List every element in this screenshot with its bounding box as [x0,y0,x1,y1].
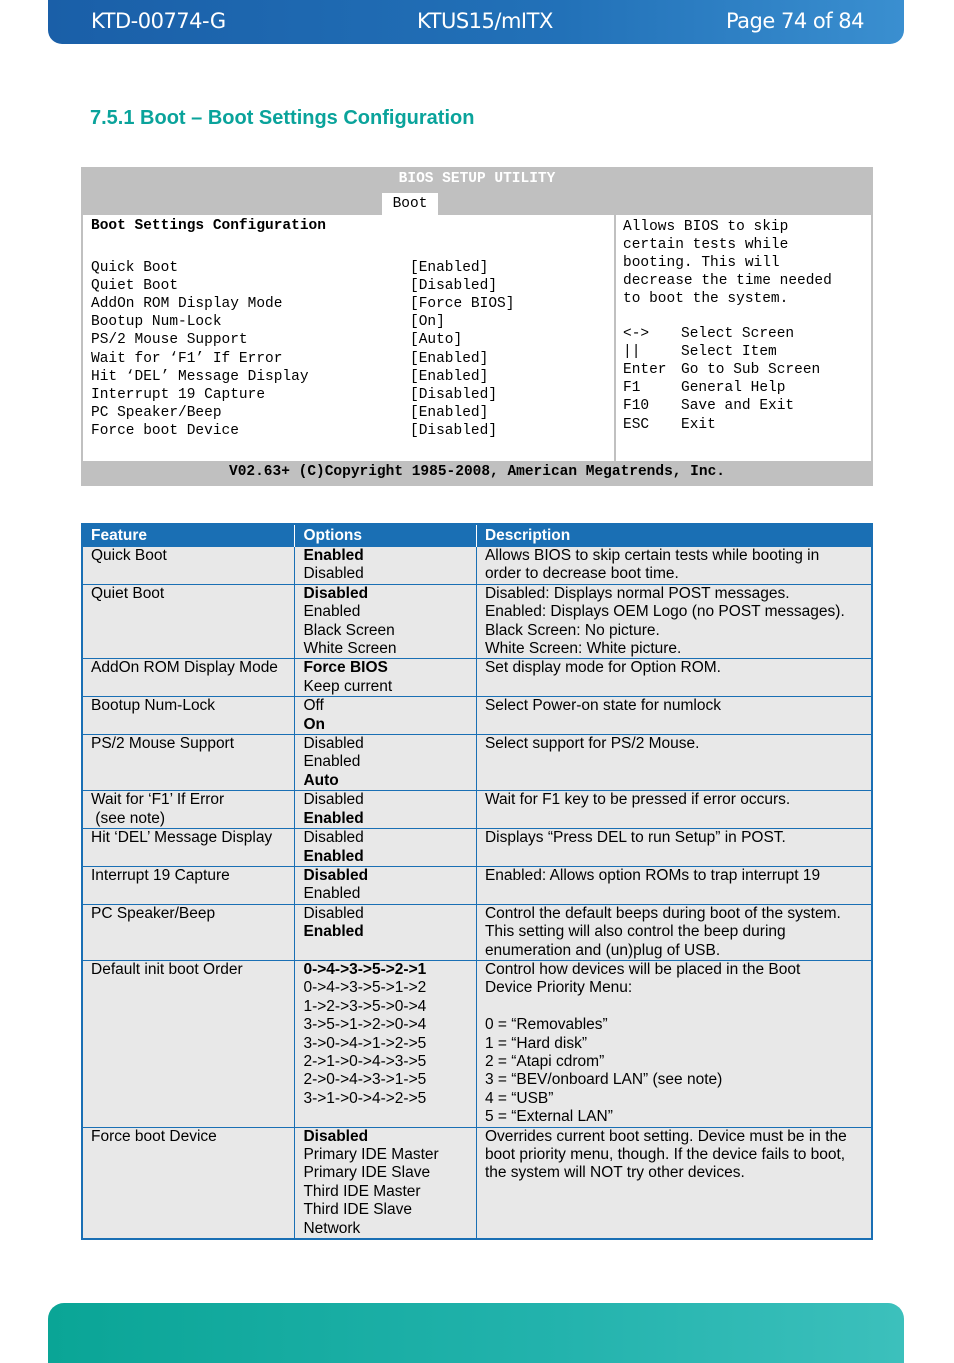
feature-cell [82,866,295,904]
bios-key: || [623,344,641,361]
bios-setting-label: Wait for ‘F1’ If Error [91,350,283,367]
description-line: Displays “Press DEL to run Setup” in POST. [484,829,786,847]
option: Disabled [303,791,364,809]
bios-key: F1 [623,380,641,397]
table-row [82,1127,872,1239]
bios-setting-row[interactable] [91,296,611,314]
bios-key-description: Save and Exit [681,398,795,415]
feature-name: Bootup Num-Lock [91,697,216,715]
feature-name: (see note) [91,809,166,827]
description-cell [476,1127,872,1239]
bios-setting-row[interactable] [91,278,611,296]
bios-setting-value[interactable]: [Enabled] [410,404,489,421]
bios-setting-value[interactable]: [Disabled] [410,386,498,403]
description-line: 2 = “Atapi cdrom” [484,1052,605,1070]
option: Keep current [303,677,393,695]
options-cell [295,547,476,585]
bios-setting-label: Interrupt 19 Capture [91,386,266,403]
bios-help-text: Allows BIOS to skip certain tests while booting. This will decrease the time needed to boot the system. [623,219,832,308]
bios-screenshot [81,167,873,486]
bios-panel-heading: Boot Settings Configuration [91,218,326,234]
feature-cell [82,659,295,697]
bios-tab-boot[interactable]: Boot [382,193,438,215]
description-line: Wait for F1 key to be pressed if error occurs. [484,791,791,809]
bios-setting-row[interactable] [91,423,611,441]
option: Primary IDE Slave [303,1164,431,1182]
header-feature: Feature [82,524,295,547]
default-option: Disabled [303,584,369,602]
bios-setting-value[interactable]: [Force BIOS] [410,296,515,313]
bios-setting-row[interactable] [91,332,611,350]
bios-setting-value[interactable]: [On] [410,314,445,331]
description-line: Disabled: Displays normal POST messages. [484,584,790,602]
option: 2->1->0->4->3->5 [303,1052,427,1070]
feature-cell [82,960,295,1127]
options-cell [295,829,476,867]
option: Disabled [303,829,364,847]
bios-setting-label: Bootup Num-Lock [91,314,222,331]
options-cell [295,697,476,735]
section-title: 7.5.1 Boot – Boot Settings Configuration [90,107,475,129]
options-cell [295,659,476,697]
option: Enabled [303,885,361,903]
bios-help-panel [616,215,871,461]
option: Network [303,1219,361,1237]
feature-cell [82,735,295,791]
table-row [82,735,872,791]
option: Primary IDE Master [303,1145,439,1163]
option: Off [303,697,324,715]
bios-setting-value[interactable]: [Enabled] [410,368,489,385]
feature-cell [82,829,295,867]
description-cell [476,960,872,1127]
feature-name: PS/2 Mouse Support [91,735,235,753]
feature-name: AddOn ROM Display Mode [91,659,278,677]
bios-key-description: Select Item [681,344,777,361]
option: Disabled [303,904,364,922]
table-row [82,547,872,585]
feature-name: Interrupt 19 Capture [91,866,230,884]
description-line: boot priority menu, though. If the device fails to boot, [484,1145,846,1163]
description-line: Select Power-on state for numlock [484,697,721,715]
bios-key-description: General Help [681,380,786,397]
description-line: Enabled: Displays OEM Logo (no POST messages). [484,603,845,621]
option: 0->4->3->5->1->2 [303,979,427,997]
bios-setting-value[interactable]: [Disabled] [410,278,498,295]
option: 3->0->4->1->2->5 [303,1034,427,1052]
table-header-row [82,524,872,547]
feature-table [81,523,873,1240]
bios-setting-value[interactable]: [Auto] [410,332,463,349]
description-line: Black Screen: No picture. [484,621,660,639]
bios-setting-label: Quiet Boot [91,278,179,295]
table-row [82,904,872,960]
description-cell [476,584,872,659]
feature-cell [82,697,295,735]
options-cell [295,1127,476,1239]
description-line: Control the default beeps during boot of the system. [484,904,841,922]
feature-name: Quick Boot [91,547,167,564]
feature-cell [82,1127,295,1239]
table-row [82,866,872,904]
description-cell [476,735,872,791]
feature-name: PC Speaker/Beep [91,904,216,922]
bios-setting-row[interactable] [91,314,611,332]
feature-cell [82,584,295,659]
product-name: KTUS15/mITX [417,9,553,33]
description-cell [476,697,872,735]
option: Black Screen [303,621,395,639]
options-cell [295,960,476,1127]
feature-name: Hit ‘DEL’ Message Display [91,829,273,847]
table-row [82,791,872,829]
option: Third IDE Master [303,1182,421,1200]
option: Third IDE Slave [303,1201,412,1219]
option: Enabled [303,753,361,771]
default-option: Auto [303,771,339,789]
default-option: Enabled [303,923,364,941]
description-cell [476,791,872,829]
description-line: This setting will also control the beep during [484,923,786,941]
bios-setting-label: Force boot Device [91,422,239,439]
options-cell [295,904,476,960]
bios-key-legend [623,344,868,362]
bios-key: Enter [623,362,667,379]
bios-key-legend [623,417,868,435]
page-header [48,0,904,44]
bios-setting-value[interactable]: [Enabled] [410,350,489,367]
feature-cell [82,791,295,829]
description-line: 3 = “BEV/onboard LAN” (see note) [484,1071,723,1089]
bios-setting-row[interactable] [91,260,611,278]
description-cell [476,659,872,697]
bios-key-legend [623,398,868,416]
description-line: 0 = “Removables” [484,1016,608,1034]
description-line: Control how devices will be placed in the Boot [484,960,801,978]
bios-setting-row[interactable] [91,351,611,369]
option: Disabled [303,735,364,753]
header-description: Description [476,524,872,547]
default-option: 0->4->3->5->2->1 [303,960,427,978]
description-line: 5 = “External LAN” [484,1108,613,1126]
description-line: Select support for PS/2 Mouse. [484,735,700,753]
bios-key-legend [623,326,868,344]
description-line: Device Priority Menu: [484,979,633,997]
default-option: Enabled [303,847,364,865]
feature-name: Default init boot Order [91,960,243,978]
description-line: the system will NOT try other devices. [484,1164,745,1182]
default-option: Disabled [303,1127,369,1145]
bios-setting-value[interactable]: [Enabled] [410,260,489,276]
bios-setting-label: PS/2 Mouse Support [91,332,248,349]
bios-title: BIOS SETUP UTILITY [398,171,556,187]
description-line: Enabled: Allows option ROMs to trap interrupt 19 [484,866,821,884]
bios-setting-value[interactable]: [Disabled] [410,422,498,439]
option: White Screen [303,640,397,658]
options-cell [295,584,476,659]
table-row [82,697,872,735]
bios-setting-label: AddOn ROM Display Mode [91,296,283,313]
bios-setting-label: Quick Boot [91,260,179,276]
bios-key-legend [623,380,868,398]
table-row [82,829,872,867]
bios-key: F10 [623,398,650,415]
description-cell [476,829,872,867]
option: 3->1->0->4->2->5 [303,1089,427,1107]
bios-key: <-> [623,326,650,342]
bios-key-description: Exit [681,416,716,433]
page-number: Page 74 of 84 [725,9,864,33]
bios-setting-row[interactable] [91,387,611,405]
feature-name: Wait for ‘F1’ If Error [91,791,225,809]
bios-setting-row[interactable] [91,369,611,387]
feature-name: Force boot Device [91,1127,217,1145]
bios-key-legend [623,362,868,380]
description-line: Set display mode for Option ROM. [484,659,721,677]
bios-key-description: Select Screen [681,326,795,342]
option: 1->2->3->5->0->4 [303,997,427,1015]
table-row [82,584,872,659]
default-option: On [303,715,325,733]
description-line: White Screen: White picture. [484,640,682,658]
description-line: Overrides current boot setting. Device must be in the [484,1127,847,1145]
page-footer-band [48,1303,904,1363]
option: Disabled [303,565,364,583]
feature-name: Quiet Boot [91,584,165,602]
description-cell [476,866,872,904]
bios-setting-label: PC Speaker/Beep [91,404,222,421]
option: Enabled [303,603,361,621]
option: 3->5->1->2->0->4 [303,1016,427,1034]
default-option: Enabled [303,547,364,564]
options-cell [295,866,476,904]
description-cell [476,904,872,960]
options-cell [295,791,476,829]
option: 2->0->4->3->1->5 [303,1071,427,1089]
description-cell [476,547,872,585]
table-row [82,659,872,697]
feature-cell [82,904,295,960]
description-line [485,998,863,1016]
description-line: enumeration and (un)plug of USB. [484,941,721,959]
default-option: Enabled [303,809,364,827]
bios-settings-panel [83,215,614,461]
bios-key-description: Go to Sub Screen [681,362,821,379]
description-line: 4 = “USB” [484,1089,554,1107]
options-cell [295,735,476,791]
default-option: Disabled [303,866,369,884]
feature-cell [82,547,295,585]
doc-id: KTD-00774-G [91,9,226,33]
default-option: Force BIOS [303,659,388,677]
bios-setting-label: Hit ‘DEL’ Message Display [91,368,309,385]
header-options: Options [295,524,476,547]
description-line: 1 = “Hard disk” [484,1034,588,1052]
description-line: order to decrease boot time. [484,565,679,583]
bios-setting-row[interactable] [91,405,611,423]
bios-key: ESC [623,416,650,433]
bios-copyright: V02.63+ (C)Copyright 1985-2008, American Megatrends, Inc. [229,464,725,480]
table-row [82,960,872,1127]
description-line: Allows BIOS to skip certain tests while booting in [484,547,820,564]
